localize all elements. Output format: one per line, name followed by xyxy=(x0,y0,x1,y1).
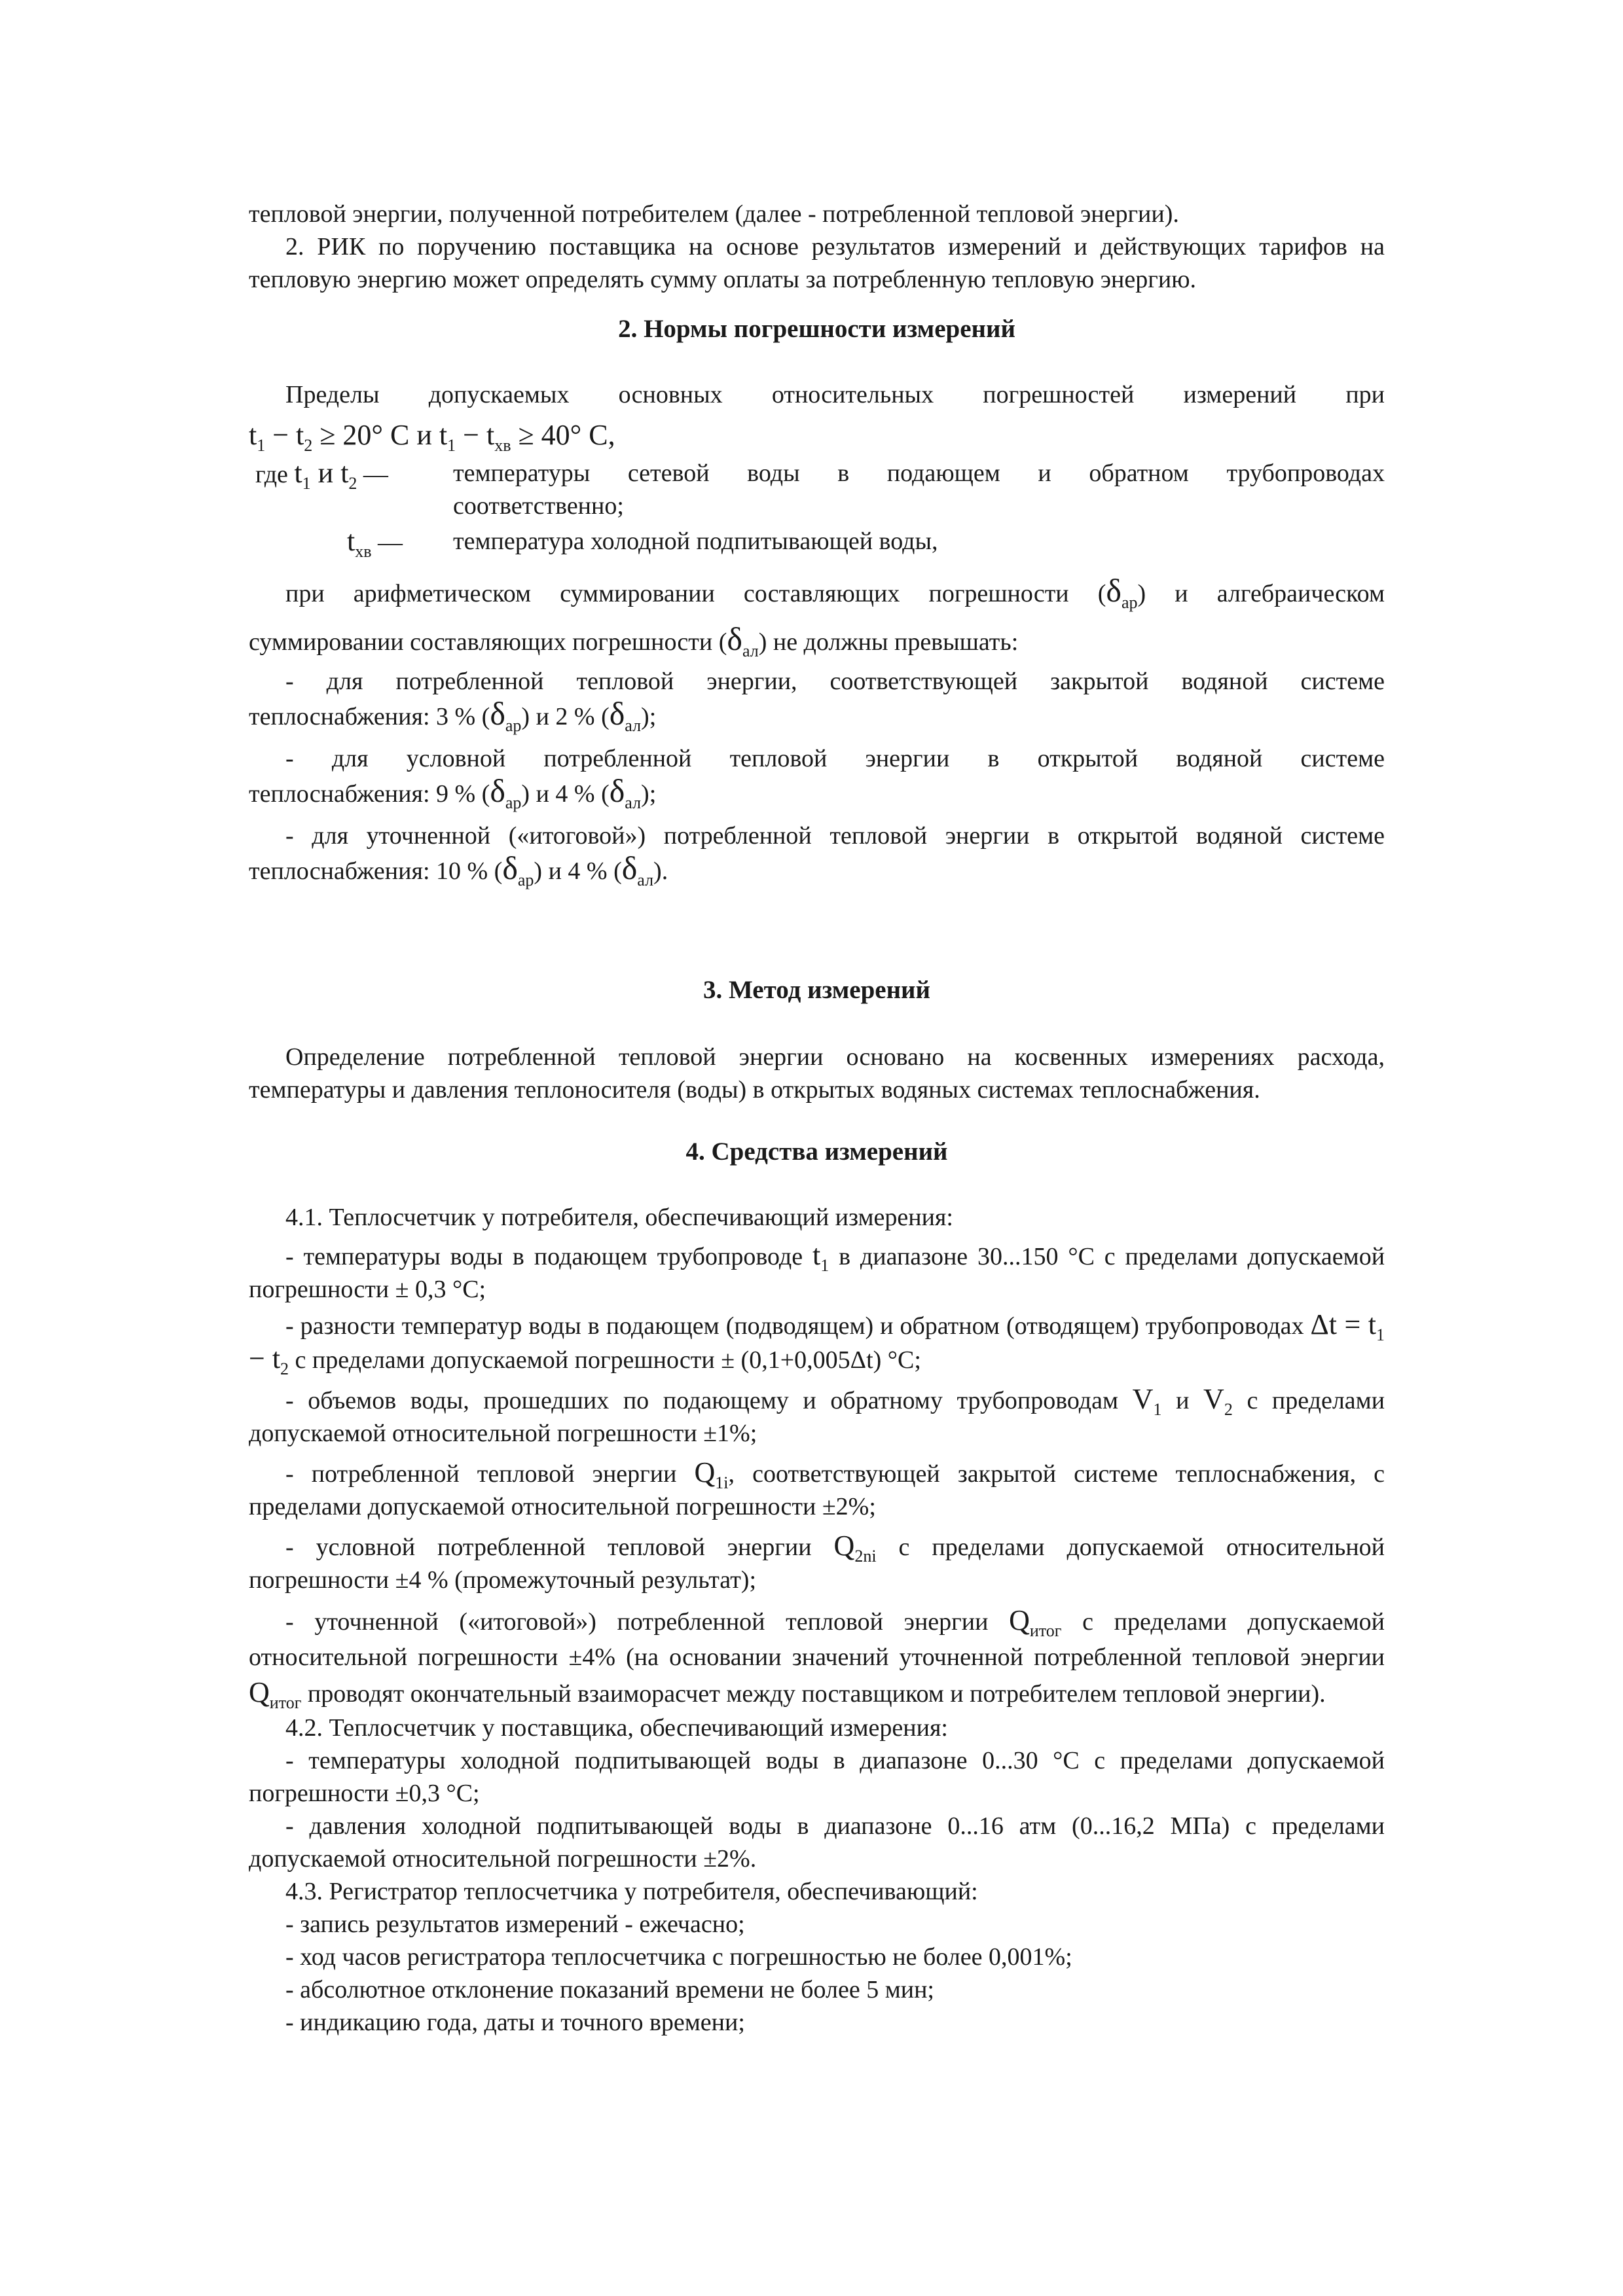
section-3-title: 3. Метод измерений xyxy=(703,976,930,1004)
limit-item-2-values: теплоснабжения: 9 % $(\delta_{ар})$ и 4 % $(\delta_{ал})$; xyxy=(249,772,657,812)
where-txv xyxy=(249,525,1385,559)
intro-line: тепловой энергии, полученной потребителем (далее - потребленной тепловой энергии). xyxy=(249,200,1179,228)
item-q-itog: - уточненной («итоговой») потребленной тепловой энергии $Q_{итог}$ с пределами допускаемой относительной погрешности ±4% (на основании значений уточненной потребленной тепловой энергии $Q_{итог}$ проводят окончательный взаиморасчет между поставщиком и потребителем тепловой энергии). xyxy=(249,1604,1385,1712)
item-dt: - разности температур воды в подающем (подводящем) и обратном (отводящем) трубопроводах $\Delta t = t_1 - t_2$ с пределами допускаемой погрешности ± (0,1+0,005Δt) °С; xyxy=(249,1308,1385,1378)
limit-item-1: - для потребленной тепловой энергии, соответствующей закрытой водяной системе xyxy=(285,668,1385,695)
limits-text: Пределы допускаемых основных относительных погрешностей измерений при xyxy=(285,381,1385,408)
section-2-title: 2. Нормы погрешности измерений xyxy=(618,315,1015,343)
item-q2: - условной потребленной тепловой энергии $Q_{2ni}$ с пределами допускаемой относительной погрешности ±4 % (промежуточный результат); xyxy=(249,1530,1385,1594)
p-4-3: 4.3. Регистратор теплосчетчика у потребителя, обеспечивающий: xyxy=(285,1878,978,1905)
section-4-title: 4. Средства измерений xyxy=(685,1138,948,1166)
where-txv-label: $t_{хв}$ — xyxy=(347,525,403,561)
item-volumes: - объемов воды, прошедших по подающему и обратному трубопроводам $V_1$ и $V_2$ с пределами допускаемой относительной погрешности ±1%; xyxy=(249,1383,1385,1447)
section-2-body xyxy=(249,378,1385,890)
section-4-body xyxy=(249,1201,1385,2039)
where-t1-t2-text: температуры сетевой воды в подающем и обратном трубопроводах соответственно; xyxy=(453,459,1385,520)
intro-paragraph-2: 2. РИК по поручению поставщика на основе результатов измерений и действующих тарифов на тепловую энергию может определять сумму оплаты за потребленную тепловую энергию. xyxy=(249,233,1385,293)
p-4-3-item-1: - запись результатов измерений - ежечасно; xyxy=(285,1910,745,1938)
limit-item-2: - для условной потребленной тепловой энергии в открытой водяной системе xyxy=(285,745,1385,772)
item-t1: - температуры воды в подающем трубопроводе $t_1$ в диапазоне 30...150 °С с пределами допускаемой погрешности ± 0,3 °С; xyxy=(249,1239,1385,1303)
alg-line: суммировании составляющих погрешности $(\delta_{ал})$ не должны превышать: xyxy=(249,620,1019,660)
where-t1-t2-label: где $t_1$ и $t_2$ — xyxy=(255,457,388,493)
method-text: Определение потребленной тепловой энергии основано на косвенных измерениях расхода, температуры и давления теплоносителя (воды) в открытых водяных системах теплоснабжения. xyxy=(249,1043,1385,1103)
p-4-2-item-2: - давления холодной подпитывающей воды в диапазоне 0...16 атм (0...16,2 МПа) с пределами допускаемой относительной погрешности ±2%. xyxy=(249,1812,1385,1873)
item-q1: - потребленной тепловой энергии $Q_{1i}$, соответствующей закрытой системе теплоснабжения, с пределами допускаемой относительной погрешности ±2%; xyxy=(249,1456,1385,1520)
p-4-3-item-2: - ход часов регистратора теплосчетчика с погрешностью не более 0,001%; xyxy=(285,1943,1072,1971)
p-4-1: 4.1. Теплосчетчик у потребителя, обеспечивающий измерения: xyxy=(285,1204,953,1231)
intro-block xyxy=(249,198,1385,296)
limit-item-3: - для уточненной («итоговой») потребленной тепловой энергии в открытой водяной системе xyxy=(285,822,1385,850)
p-4-3-item-4: - индикацию года, даты и точного времени; xyxy=(285,2009,745,2036)
where-t1-t2 xyxy=(249,457,1385,522)
p-4-3-item-3: - абсолютное отклонение показаний времени не более 5 мин; xyxy=(285,1976,934,2003)
limit-item-1-values: теплоснабжения: 3 % $(\delta_{ар})$ и 2 % $(\delta_{ал})$; xyxy=(249,695,657,735)
p-4-2-item-1: - температуры холодной подпитывающей воды в диапазоне 0...30 °С с пределами допускаемой погрешности ±0,3 °С; xyxy=(249,1747,1385,1807)
limit-item-3-values: теплоснабжения: 10 % $(\delta_{ар})$ и 4 % $(\delta_{ал})$. xyxy=(249,850,668,889)
where-txv-text: температура холодной подпитывающей воды, xyxy=(453,528,938,555)
conditions-formula: $t_1 - t_2 \ge 20^\circ$ C и $t_1 - t_{хв} \ge 40^\circ$ C, xyxy=(249,419,615,455)
section-3-body xyxy=(249,1041,1385,1106)
p-4-2: 4.2. Теплосчетчик у поставщика, обеспечивающий измерения: xyxy=(285,1714,948,1742)
arith-line: при арифметическом суммировании составляющих погрешности $(\delta_{ар})$ и алгебраическом xyxy=(285,572,1385,612)
